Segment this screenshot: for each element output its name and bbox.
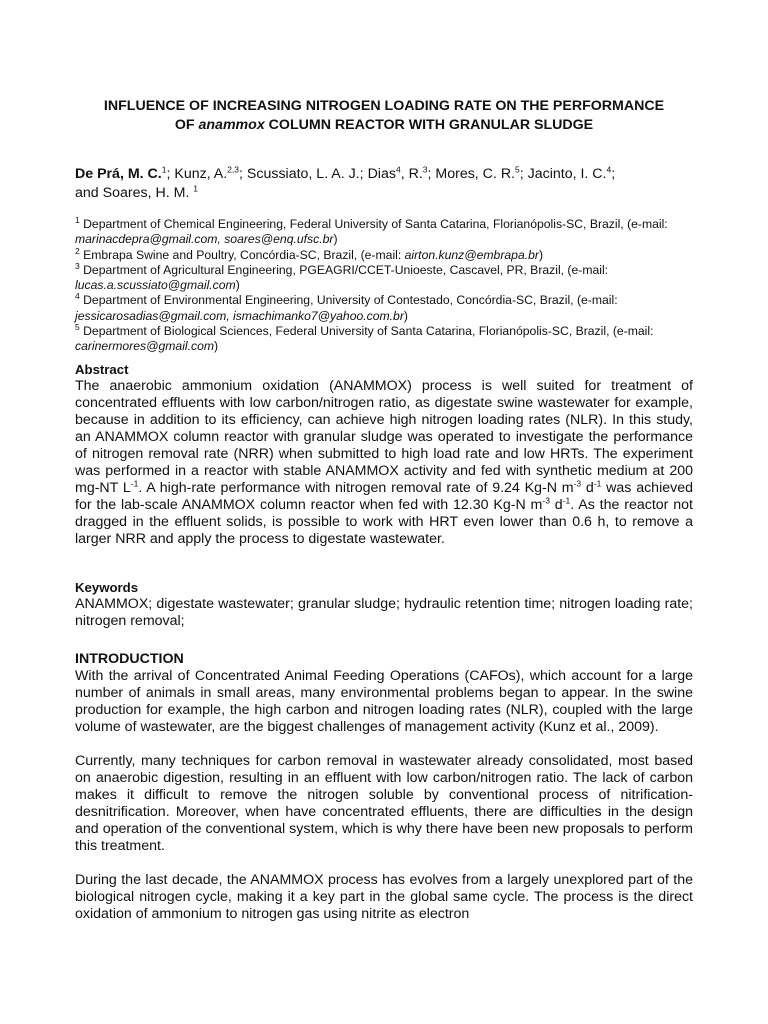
affiliation-number: 4 (75, 291, 80, 302)
introduction-paragraph-2: Currently, many techniques for carbon removal in wastewater already consolidated, most based on anaerobic digestion, resulting in an effluent with low carbon/nitrogen ratio. The lack of carbon makes it difficult to remove the nitrogen soluble by conventional process of nitrification-desnitrification. Moreover, when have concentrated effluents, there are difficulties in the design and operation of the conventional system, which is why there have been new proposals to perform this treatment. (75, 753, 693, 854)
introduction-heading: INTRODUCTION (75, 651, 184, 667)
title-line-2-prefix: OF (174, 117, 199, 133)
affiliation-email: carinermores@gmail.com (75, 339, 215, 354)
affiliation-close: ) (403, 308, 408, 323)
superscript: -3 (542, 495, 550, 506)
affiliation-close: ) (333, 232, 338, 247)
superscript: -3 (573, 478, 582, 489)
affiliation-3 (75, 260, 693, 294)
affiliation-text: Department of Biological Sciences, Federal University of Santa Catarina, Florianópolis-SC, Brazil, (e-mail: (83, 324, 654, 339)
introduction-paragraph-3: During the last decade, the ANAMMOX process has evolves from a largely unexplored part of the biological nitrogen cycle, making it a key part in the global same cycle. The process is the direct oxidation of ammonium to nitrogen gas using nitrite as electron (75, 872, 693, 922)
affiliation-number: 2 (75, 245, 80, 256)
affiliation-close: ) (538, 247, 544, 262)
abstract-text (75, 378, 693, 548)
affiliation-close: ) (235, 278, 240, 293)
paper-title (75, 97, 693, 135)
author-name: ; Jacinto, I. C. (519, 166, 607, 182)
author-sup: 2,3 (227, 164, 240, 175)
title-italic-term: anammox (198, 117, 265, 133)
author-name: ; (611, 166, 616, 182)
author-name: and Soares, H. M. (75, 185, 190, 201)
affiliation-email: airton.kunz@embrapa.br (404, 247, 539, 262)
author-sup: 4 (395, 164, 401, 175)
first-author: De Prá, M. C. (75, 166, 162, 182)
author-name: ; Kunz, A. (166, 166, 228, 182)
affiliation-email: marinacdepra@gmail.com, soares@enq.ufsc.br (75, 232, 334, 247)
affiliation-text: Embrapa Swine and Poultry, Concórdia-SC, Brazil, (e-mail: (83, 247, 405, 262)
abstract-text-part: was achieved for the lab-scale ANAMMOX column reactor when fed with 12.30 Kg-N m (75, 480, 693, 513)
affiliation-text: Department of Agricultural Engineering, PGEAGRI/CCET-Unioeste, Cascavel, PR, Brazil, (e-mail: (83, 262, 609, 277)
keywords-text: ANAMMOX; digestate wastewater; granular sludge; hydraulic retention time; nitrogen loading rate; nitrogen removal; (75, 596, 693, 629)
author-line-1 (75, 165, 693, 184)
affiliation-text: Department of Chemical Engineering, Federal University of Santa Catarina, Florianópolis-SC, Brazil, (e-mail: (83, 217, 668, 231)
author-sup: 4 (606, 164, 612, 175)
affiliation-1 (75, 214, 693, 248)
affiliation-number: 5 (75, 322, 80, 333)
author-line-2 (75, 184, 693, 203)
keywords-section (75, 579, 693, 630)
affiliation-2 (75, 245, 693, 263)
abstract-text-part: d (581, 480, 594, 496)
title-line-1: INFLUENCE OF INCREASING NITROGEN LOADING RATE ON THE PERFORMANCE (103, 98, 665, 114)
author-name: ; Scussiato, L. A. J.; Dias (239, 166, 396, 182)
author-name: , R. (400, 166, 423, 182)
abstract-text-part: The anaerobic ammonium oxidation (ANAMMOX) process is well suited for treatment of concentrated effluents with low carbon/nitrogen ratio, as digestate swine wastewater for example, because in addition to its efficiency, can achieve high nitrogen loading rates (NLR). In this study, an ANAMMOX column reactor with granular sludge was operated to investigate the performance of nitrogen removal rate (NRR) when submitted to high load rate and low HRTs. The experiment was performed in a reactor with stable ANAMMOX activity and fed with synthetic medium at 200 mg-NT L (75, 378, 693, 496)
abstract-text-part: . As the reactor not dragged in the effluent solids, is possible to work with HRT even lower than 0.6 h, to remove a larger NRR and apply the process to digestate wastewater. (75, 497, 693, 547)
author-list (75, 165, 693, 203)
affiliation-email: lucas.a.scussiato@gmail.com (75, 278, 236, 293)
abstract-heading: Abstract (75, 362, 129, 377)
title-line-2 (75, 116, 693, 135)
superscript: -1 (562, 495, 571, 506)
abstract-text-part: d (549, 497, 563, 513)
affiliation-5 (75, 324, 693, 355)
abstract-section (75, 361, 693, 548)
keywords-heading: Keywords (75, 580, 139, 595)
author-name: ; Mores, C. R. (427, 166, 516, 182)
introduction-paragraph-1: With the arrival of Concentrated Animal Feeding Operations (CAFOs), which account for a large number of animals in small areas, many environmental problems began to appear. In the swine production for example, the high carbon and nitrogen loading rates (NLR), coupled with the large volume of wastewater, are the biggest challenges of management activity (Kunz et al., 2009). (75, 668, 693, 735)
author-sup: 5 (515, 164, 520, 175)
superscript: -1 (130, 478, 139, 489)
author-sup: 3 (422, 164, 428, 175)
title-line-2-suffix: COLUMN REACTOR WITH GRANULAR SLUDGE (264, 117, 594, 133)
affiliation-number: 1 (75, 214, 80, 225)
affiliation-email: jessicarosadias@gmail.com, ismachimanko7@yahoo.com.br (75, 308, 404, 323)
affiliation-close: ) (214, 339, 219, 354)
abstract-text-part: . A high-rate performance with nitrogen removal rate of 9.24 Kg-N m (138, 480, 574, 496)
affiliation-number: 3 (75, 260, 80, 271)
introduction-section (75, 651, 693, 923)
author-sup: 1 (161, 164, 167, 175)
author-sup: 1 (193, 183, 199, 194)
superscript: -1 (593, 478, 602, 489)
affiliation-4 (75, 293, 693, 324)
affiliation-text: Department of Environmental Engineering, University of Contestado, Concórdia-SC, Brazil, (e-mail: (83, 293, 618, 308)
affiliations (75, 214, 693, 355)
